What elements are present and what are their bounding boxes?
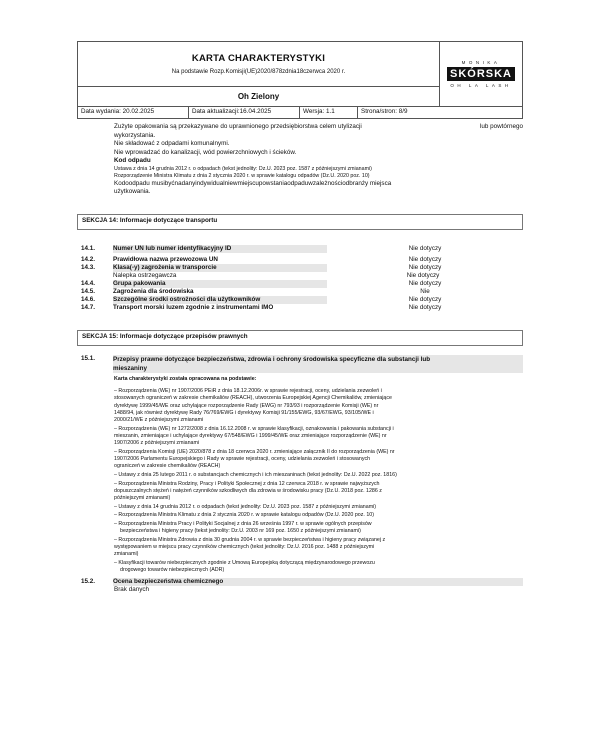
waste-law-2: Rozporządzenie Ministra Klimatu z dnia 2 stycznia 2020 r. w sprawie katalogu odpadów (Dz.U. 2020 poz. 10) (114, 172, 370, 179)
brand-logo (440, 42, 522, 106)
sds-page (77, 41, 523, 595)
regulations-bullets (114, 388, 523, 574)
section-14-header: SEKCJA 14: Informacje dotyczące transportu (77, 214, 523, 230)
regulation-line: – Ustawy z dnia 25 lutego 2011 r. o substancjach chemicznych i ich mieszaninach (tekst jednolity: Dz.U. 2022 poz. 1816) (114, 471, 397, 478)
sticker-label: Nalepka ostrzegawcza (113, 271, 177, 279)
regulation-line: 1907/2006 z późniejszymi zmianami (114, 440, 200, 447)
subsection-15-2-heading (77, 578, 523, 586)
regulation-line: – Rozporządzenia (WE) nr 1272/2008 z dnia 16.12.2008 r. w sprawie klasyfikacji, oznakowania i pakowania substancji i (114, 425, 394, 432)
waste-code-line-1: Kodoodpadu musibyćnadanyindywidualniewmiejscupowstaniaodpaduwzależnościodbranży miejsca (114, 179, 392, 187)
logo-top-text: MONIKA (461, 60, 501, 65)
header-main (78, 42, 440, 106)
regulation-line: – Rozporządzenia Ministra Klimatu z dnia 2 stycznia 2020 r. w sprawie katalogu odpadów (Dz.U. 2020 poz. 10) (114, 512, 374, 519)
subsection-title-line-1: Przepisy prawne dotyczące bezpieczeństwa, zdrowia i ochrony środowiska specyficzne dla substancji lub (113, 355, 431, 363)
regulation-line: 1907/2006 Parlamentu Europejskiego i Rady w sprawie rejestracji, oceny, udzielania zezwoleń i stosowanych (114, 455, 371, 462)
product-name: Oh Zielony (237, 92, 280, 101)
waste-block (77, 123, 523, 197)
table-row (77, 304, 523, 312)
logo-main-text: SKÓRSKA (447, 67, 515, 81)
regulation-line: – Klasyfikacji towarów niebezpiecznych zgodnie z Umową Europejską dotyczącą międzynarodowego przewozu (114, 560, 375, 567)
subsection-value: Brak danych (114, 586, 150, 594)
document-subtitle: Na podstawie Rozp.Komisji(UE)2020/878zdnia18czerwca 2020 r. (171, 69, 346, 75)
regulations-intro: Karta charakterystyki została opracowana na podstawie: (114, 375, 257, 382)
regulation-line: – Rozporządzenia Ministra Rodziny, Pracy i Polityki Społecznej z dnia 12 czerwca 2018 r. w sprawie najwyższych (114, 480, 380, 487)
row-label: Szczególne środki ostrożności dla użytkowników (113, 296, 327, 304)
table-row (77, 245, 523, 253)
regulation-line: – Rozporządzenia Ministra Zdrowia z dnia 30 grudnia 2004 r. w sprawie bezpieczeństwa i higieny pracy związanej z (114, 536, 386, 543)
waste-law-1: Ustawa z dnia 14 grudnia 2012 r. o odpadach (tekst jednolity: Dz.U. 2023 poz. 1587 z późniejszymi zmianami) (114, 165, 372, 172)
document-title: KARTA CHARAKTERYSTYKI (191, 53, 326, 64)
row-value: Nie dotyczy (408, 255, 442, 263)
regulation-line: 1488/94, jak również dyrektywę Rady 76/769/EWG i dyrektywy Komisji 91/155/EWG, 93/67/EWG, 93/105/WE i (114, 409, 374, 416)
row-number: 14.2. (81, 255, 96, 263)
waste-line-3: Nie składować z odpadami komunalnymi. (114, 140, 230, 147)
row-value: Nie dotyczy (408, 303, 442, 311)
table-row (77, 280, 523, 288)
regulation-line: stosowanych ograniczeń w zakresie chemikaliów (REACH), utworzenia Europejskiej Agencji Chemikaliów, zmieniające (114, 395, 392, 402)
section-14-table (77, 245, 523, 312)
document-info-row (77, 107, 523, 119)
waste-line-2: wykorzystania. (114, 131, 156, 139)
table-row (77, 288, 523, 296)
row-number: 14.7. (81, 303, 96, 311)
logo-bottom-text: OH LA LASH (450, 83, 512, 88)
regulation-line: dyrektywę 1999/45/WE oraz uchylające rozporządzenie Rady (EWG) nr 793/93 i rozporządzenie Komisji (WE) nr (114, 402, 379, 409)
row-value: Nie dotyczy (408, 263, 442, 271)
regulation-line: – Rozporządzenia Komisji (UE) 2020/878 z dnia 18 czerwca 2020 r. zmieniające załącznik II do rozporządzenia (WE) nr (114, 448, 395, 455)
section-15-header: SEKCJA 15: Informacje dotyczące przepisów prawnych (77, 330, 523, 346)
regulation-line: mieszanin, zmieniające i uchylające dyrektywy 67/548/EWG i 1999/45/WE oraz zmieniające rozporządzenie (WE) nr (114, 432, 387, 439)
row-label: Grupa pakowania (113, 280, 327, 288)
subsection-15-1-heading (77, 355, 523, 373)
version: Wersja: 1.1 (300, 107, 358, 118)
row-label: Numer UN lub numer identyfikacyjny ID (113, 245, 327, 253)
row-value: Nie dotyczy (408, 295, 442, 303)
regulation-line: – Rozporządzenia (WE) nr 1907/2006 PEiR z dnia 18.12.2006r. w sprawie rejestracji, oceny, udzielania zezwoleń i (114, 388, 382, 395)
table-row (77, 264, 523, 272)
sticker-value: Nie dotyczy (406, 271, 440, 279)
row-value: Nie (420, 287, 430, 295)
row-label: Prawidłowa nazwa przewozowa UN (113, 255, 218, 263)
regulation-line: – Ustawy z dnia 14 grudnia 2012 r. o odpadach (tekst jednolity: Dz.U. 2023 poz. 1587 z późniejszymi zmianami) (114, 503, 377, 510)
table-row (77, 296, 523, 304)
row-label: Klasa(-y) zagrożenia w transporcie (113, 264, 327, 272)
row-value: Nie dotyczy (408, 244, 442, 252)
regulation-line: 2000/21/WE z późniejszymi zmianami (114, 416, 204, 423)
waste-code-title: Kod odpadu (114, 157, 151, 164)
subsection-number: 15.2. (81, 578, 96, 586)
regulation-line: – Rozporządzenia Ministra Pracy i Polityki Socjalnej z dnia 26 września 1997 r. w sprawie ogólnych przepisów (114, 521, 372, 528)
waste-line-4: Nie wprowadzać do kanalizacji, wód powierzchniowych i ścieków. (114, 148, 297, 156)
subsection-title-block (113, 355, 523, 373)
update-date: Data aktualizacji:16.04.2025 (189, 107, 300, 118)
subsection-title: Ocena bezpieczeństwa chemicznego (113, 578, 523, 586)
page-number: Strona/stron: 8/9 (361, 108, 408, 115)
row-number: 14.4. (81, 279, 96, 287)
header-title-block (78, 42, 439, 87)
document-header (77, 41, 523, 107)
row-number: 14.5. (81, 287, 96, 295)
row-label: Transport morski luzem zgodnie z instrumentami IMO (113, 303, 274, 311)
regulation-line: występowaniem w miejscu pracy czynników chemicznych (tekst jednolity: Dz.U. 2016 poz. 1488 z późniejszymi (114, 544, 375, 551)
row-number: 14.1. (81, 244, 96, 252)
subsection-number: 15.1. (81, 354, 96, 362)
issue-date: Data wydania: 20.02.2025 (78, 107, 189, 118)
regulation-line: ograniczeń w zakresie chemikaliów (REACH) (114, 463, 221, 470)
regulation-line: późniejszymi zmianami) (114, 494, 171, 501)
regulation-line: zmianami) (114, 551, 139, 558)
table-row (77, 272, 523, 280)
regulations-list (77, 376, 523, 575)
waste-line-1-right: lub powtórnego (479, 123, 523, 130)
row-number: 14.6. (81, 295, 96, 303)
row-number: 14.3. (81, 263, 96, 271)
waste-code-line-2: użytkowania. (114, 188, 151, 196)
regulation-line: dopuszczalnych stężeń i natężeń czynników szkodliwych dla zdrowia w środowisku pracy (Dz.U. 2018 poz. 1286 z (114, 487, 382, 494)
waste-line-1: Zużyte opakowania są przekazywane do uprawnionego przedsiębiorstwa celem utylizacji (114, 123, 362, 130)
section-15-2 (77, 578, 523, 595)
regulation-line: drogowego towarów niebezpiecznych (ADR) (120, 567, 225, 574)
regulation-line: bezpieczeństwa i higieny pracy (tekst jednolity: Dz.U. 2003 nr 169 poz. 1650 z późniejszymi zmianami) (120, 528, 361, 535)
subsection-title-line-2: mieszaniny (113, 364, 147, 372)
section-15-1 (77, 355, 523, 575)
row-label: Zagrożenia dla środowiska (113, 287, 194, 295)
row-value: Nie dotyczy (408, 279, 442, 287)
table-row (77, 256, 523, 264)
